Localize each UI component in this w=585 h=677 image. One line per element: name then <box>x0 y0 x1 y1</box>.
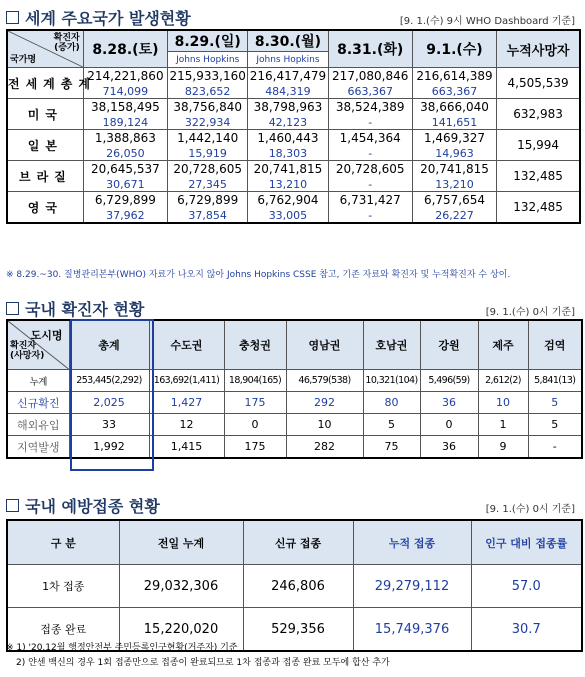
country-row-totals <box>7 130 580 147</box>
date-header: 8.30.(월) <box>248 30 328 52</box>
section3-note: [9. 1.(수) 0시 기준] <box>485 504 575 515</box>
cumulative-cases-cell: 38,756,840 <box>168 99 248 116</box>
vaccination-value-cell: 15,749,376 <box>353 608 471 652</box>
cumulative-cases-cell: 1,460,443 <box>248 130 328 147</box>
region-header: 영남권 <box>286 320 363 370</box>
new-cases-cell: 13,210 <box>412 177 496 192</box>
new-cases-cell: 37,854 <box>168 208 248 223</box>
cumulative-cases-cell: 1,388,863 <box>83 130 167 147</box>
vaccination-value-cell: 29,279,112 <box>353 565 471 608</box>
country-row-totals <box>7 99 580 116</box>
country-row-new <box>7 146 580 161</box>
region-value-cell: 12 <box>149 414 224 436</box>
cumulative-cases-cell: 1,454,364 <box>328 130 412 147</box>
region-value-cell: 2,025 <box>69 392 149 414</box>
new-cases-cell: 484,319 <box>248 84 328 99</box>
vaccination-table <box>6 519 583 652</box>
johns-hopkins-label: Johns Hopkins <box>248 52 328 68</box>
cumulative-deaths-cell: 632,983 <box>497 99 580 130</box>
region-header: 호남권 <box>363 320 420 370</box>
region-value-cell: 292 <box>286 392 363 414</box>
region-value-cell: 2,612(2) <box>478 370 528 392</box>
cumulative-cases-cell: 216,614,389 <box>412 68 496 85</box>
cumulative-cases-cell: 215,933,160 <box>169 69 246 83</box>
cumulative-cases-cell: 20,741,815 <box>248 161 328 178</box>
world-status-table <box>6 29 581 224</box>
region-header: 검역 <box>528 320 582 370</box>
cumulative-cases-cell: 6,762,904 <box>248 192 328 209</box>
row-label: 신규확진 <box>7 392 69 414</box>
region-value-cell: 175 <box>224 436 286 459</box>
vaccination-header: 누적 접종 <box>353 520 471 565</box>
region-value-cell: 1,427 <box>149 392 224 414</box>
region-header: 수도권 <box>149 320 224 370</box>
region-value-cell: - <box>528 436 582 459</box>
cumulative-cases-cell: 20,728,605 <box>168 161 248 178</box>
region-value-cell: 5,496(59) <box>420 370 478 392</box>
country-name: 미국 <box>7 99 83 130</box>
deaths-header: 누적사망자 <box>497 30 580 68</box>
cumulative-cases-cell: 6,729,899 <box>168 192 248 209</box>
region-value-cell: 18,904(165) <box>224 370 286 392</box>
cumulative-cases-cell: 38,524,389 <box>328 99 412 116</box>
square-bullet-icon <box>6 11 19 24</box>
vaccination-value-cell: 529,356 <box>243 608 353 652</box>
region-value-cell: 282 <box>286 436 363 459</box>
region-header: 제주 <box>478 320 528 370</box>
vaccination-value-cell: 57.0 <box>471 565 582 608</box>
date-header: 9.1.(수) <box>412 30 496 68</box>
date-header: 8.31.(화) <box>328 30 412 68</box>
new-cases-cell: 26,227 <box>412 208 496 223</box>
new-cases-cell: 15,919 <box>168 146 248 161</box>
new-cases-cell: 189,124 <box>83 115 167 130</box>
region-value-cell: 10 <box>286 414 363 436</box>
new-cases-cell: 663,367 <box>328 84 412 99</box>
new-cases-cell: 823,652 <box>168 84 248 99</box>
cumulative-cases-cell: 1,469,327 <box>412 130 496 147</box>
section1-note: [9. 1.(수) 9시 WHO Dashboard 기준] <box>399 16 575 27</box>
row-label: 해외유입 <box>7 414 69 436</box>
new-cases-cell: 13,210 <box>248 177 328 192</box>
region-value-cell: 0 <box>420 414 478 436</box>
cumulative-cases-cell: 38,158,495 <box>83 99 167 116</box>
vaccination-row <box>7 565 582 608</box>
new-cases-cell: 33,005 <box>248 208 328 223</box>
cumulative-cases-cell: 217,080,846 <box>328 68 412 85</box>
vaccination-value-cell: 29,032,306 <box>119 565 243 608</box>
square-bullet-icon <box>6 302 19 315</box>
region-value-cell: 1,415 <box>149 436 224 459</box>
new-cases-cell: - <box>328 208 412 223</box>
region-value-cell: 1,992 <box>69 436 149 459</box>
cumulative-deaths-cell: 15,994 <box>497 130 580 161</box>
country-name: 일본 <box>7 130 83 161</box>
cumulative-cases-cell: 20,645,537 <box>83 161 167 178</box>
new-cases-cell: 37,962 <box>83 208 167 223</box>
cumulative-cases-cell: 214,221,860 <box>83 68 167 85</box>
new-cases-cell: - <box>328 146 412 161</box>
new-cases-cell: 27,345 <box>168 177 248 192</box>
cumulative-cases-cell: 6,757,654 <box>412 192 496 209</box>
section3-notes: ※ 1) '20.12월 행정안전부 주민등록인구현황(거주자) 기준 2) 얀센 백신의 경우 1회 접종만으로 접종이 완료되므로 1차 접종과 접종 완료 모두에 합산 추가 <box>6 643 390 668</box>
cumulative-cases-cell: 6,729,899 <box>83 192 167 209</box>
cumulative-deaths-cell: 132,485 <box>497 192 580 224</box>
country-row-totals <box>7 161 580 178</box>
region-value-cell: 10,321(104) <box>363 370 420 392</box>
row-label: 누계 <box>7 370 69 392</box>
new-cases-cell: 18,303 <box>248 146 328 161</box>
vaccination-header: 전일 누계 <box>119 520 243 565</box>
section3-title: 국내 예방접종 현황 <box>6 494 160 517</box>
section2-note: [9. 1.(수) 0시 기준] <box>485 307 575 318</box>
region-value-cell: 5 <box>528 414 582 436</box>
cumulative-cases-cell: 20,741,815 <box>412 161 496 178</box>
domestic-row <box>7 370 582 392</box>
country-name: 영국 <box>7 192 83 224</box>
new-cases-cell: 322,934 <box>168 115 248 130</box>
region-value-cell: 5 <box>363 414 420 436</box>
new-cases-cell: - <box>328 177 412 192</box>
country-row-totals <box>7 68 580 85</box>
region-value-cell: 33 <box>69 414 149 436</box>
region-value-cell: 253,445(2,292) <box>69 370 149 392</box>
header-corner-cell: 도시명 확진자 (사망자) <box>7 320 69 370</box>
new-cases-cell: - <box>328 115 412 130</box>
header-corner-cell: 확진자 (증가) 국가명 <box>7 30 83 68</box>
country-name: 브라질 <box>7 161 83 192</box>
region-value-cell: 36 <box>420 436 478 459</box>
cumulative-cases-cell: 38,798,963 <box>248 99 328 116</box>
new-cases-cell: 26,050 <box>83 146 167 161</box>
region-value-cell: 75 <box>363 436 420 459</box>
new-cases-cell: 30,671 <box>83 177 167 192</box>
region-value-cell: 5,841(13) <box>528 370 582 392</box>
cumulative-cases-cell: 1,442,140 <box>168 130 248 147</box>
cumulative-cases-cell: 216,417,479 <box>249 69 327 83</box>
section1-title: 세계 주요국가 발생현황 <box>6 6 191 29</box>
row-label: 1차 접종 <box>7 565 119 608</box>
row-label: 지역발생 <box>7 436 69 459</box>
country-row-totals <box>7 192 580 209</box>
section1-footnote: ※ 8.29.~30. 질병관리본부(WHO) 자료가 나오지 않아 Johns Hopkins CSSE 참고, 기존 자료와 확진자 및 누적확진자 수 상이. <box>6 270 511 280</box>
region-value-cell: 0 <box>224 414 286 436</box>
region-header: 강원 <box>420 320 478 370</box>
country-row-new <box>7 115 580 130</box>
region-value-cell: 46,579(538) <box>286 370 363 392</box>
row-label: 접종 완료 <box>7 608 119 652</box>
domestic-row <box>7 414 582 436</box>
cumulative-deaths-cell: 132,485 <box>497 161 580 192</box>
region-header: 총계 <box>69 320 149 370</box>
region-value-cell: 5 <box>528 392 582 414</box>
vaccination-value-cell: 246,806 <box>243 565 353 608</box>
domestic-row <box>7 392 582 414</box>
vaccination-value-cell: 30.7 <box>471 608 582 652</box>
date-header: 8.28.(토) <box>83 30 167 68</box>
region-value-cell: 10 <box>478 392 528 414</box>
vaccination-header: 구 분 <box>7 520 119 565</box>
domestic-row <box>7 436 582 459</box>
country-row-new <box>7 177 580 192</box>
new-cases-cell: 14,963 <box>412 146 496 161</box>
vaccination-header: 인구 대비 접종률 <box>471 520 582 565</box>
region-value-cell: 1 <box>478 414 528 436</box>
domestic-cases-table <box>6 319 583 459</box>
new-cases-cell: 141,651 <box>412 115 496 130</box>
new-cases-cell: 42,123 <box>248 115 328 130</box>
new-cases-cell: 663,367 <box>412 84 496 99</box>
country-name: 전세계총계 <box>7 68 83 99</box>
region-value-cell: 9 <box>478 436 528 459</box>
region-value-cell: 80 <box>363 392 420 414</box>
cumulative-cases-cell: 20,728,605 <box>328 161 412 178</box>
region-header: 충청권 <box>224 320 286 370</box>
region-value-cell: 163,692(1,411) <box>149 370 224 392</box>
johns-hopkins-label: Johns Hopkins <box>168 52 248 68</box>
new-cases-cell: 714,099 <box>83 84 167 99</box>
section2-title: 국내 확진자 현황 <box>6 297 144 320</box>
region-value-cell: 36 <box>420 392 478 414</box>
region-value-cell: 175 <box>224 392 286 414</box>
date-header: 8.29.(일) <box>168 30 248 52</box>
cumulative-cases-cell: 6,731,427 <box>328 192 412 209</box>
square-bullet-icon <box>6 499 19 512</box>
vaccination-value-cell: 15,220,020 <box>119 608 243 652</box>
country-row-new <box>7 208 580 223</box>
vaccination-header: 신규 접종 <box>243 520 353 565</box>
cumulative-deaths-cell: 4,505,539 <box>497 68 580 99</box>
cumulative-cases-cell: 38,666,040 <box>412 99 496 116</box>
